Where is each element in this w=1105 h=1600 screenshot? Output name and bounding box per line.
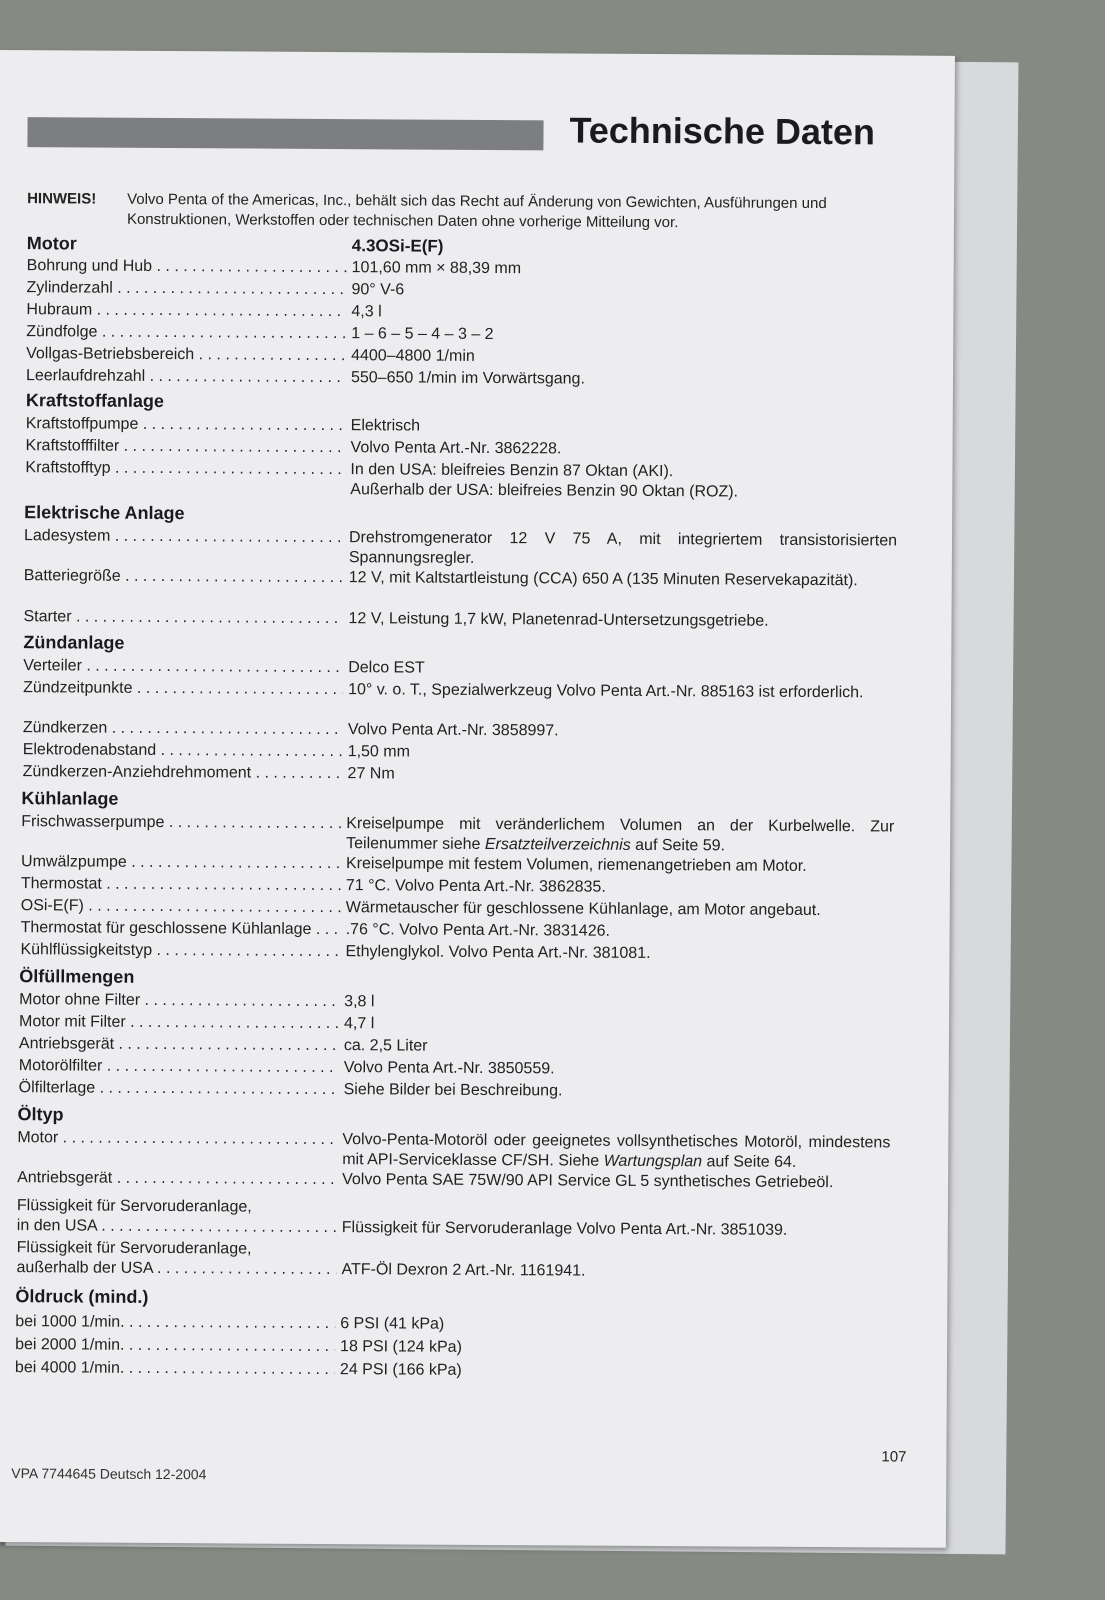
spec-value [344, 1036, 892, 1059]
spec-value-text: 101,60 mm × 88,39 mm [351, 259, 522, 278]
spec-value-tail: auf Seite 64. [706, 1153, 797, 1171]
spec-label: Zündfolge . . . [26, 322, 346, 344]
spec-value-text: 18 PSI (124 kPa) [340, 1338, 462, 1356]
spec-row [26, 256, 907, 278]
spec-value-text: Ethylenglykol. Volvo Penta Art.-Nr. 381081. [345, 943, 651, 962]
spec-value [342, 1218, 890, 1241]
spec-value [346, 898, 894, 921]
spec-label: Kraftstofffilter . . . [26, 436, 346, 458]
spec-value-reference: Ersatzteilverzeichnis [484, 835, 631, 854]
spec-row [23, 656, 903, 677]
spec-label: Kraftstofftyp . . . [25, 458, 345, 480]
section-title: Zündanlage [23, 632, 125, 653]
spec-label: Antriebsgerät . . . [19, 1034, 339, 1056]
spec-value-text: 90° V-6 [351, 281, 405, 299]
spec-value [341, 1260, 889, 1283]
spec-value [340, 1337, 888, 1360]
spec-label: bei 2000 1/min. . . . [15, 1335, 335, 1357]
spec-value [346, 920, 894, 943]
section-heading-motor [27, 233, 77, 254]
spec-row [16, 1196, 897, 1239]
spec-value [340, 1360, 888, 1383]
section-heading-electrical [24, 502, 185, 524]
spec-value [344, 1058, 892, 1081]
spec-label: Zylinderzahl . . . [26, 278, 346, 300]
spec-value [348, 764, 896, 787]
spec-value [350, 460, 898, 503]
spec-value [340, 1314, 888, 1337]
spec-label: Vollgas-Betriebsbereich . . . [26, 344, 346, 366]
spec-row [22, 718, 903, 740]
spec-label: Batteriegröße . . . [24, 566, 344, 588]
spec-value [346, 854, 894, 877]
spec-value-text: Kreiselpumpe mit festem Volumen, riemenangetrieben am Motor. [345, 855, 807, 875]
spec-label: Motorölfilter . . . [19, 1056, 339, 1078]
spec-row [23, 526, 904, 567]
spec-label-line2: außerhalb der USA . . . [16, 1258, 336, 1280]
spec-value-text: Volvo Penta Art.-Nr. 3850559. [343, 1059, 555, 1078]
spec-value [346, 876, 894, 899]
spec-label: Motor . . . [17, 1128, 337, 1150]
spec-value-text: 12 V, Leistung 1,7 kW, Planetenrad-Untersetzungsgetriebe. [348, 610, 769, 630]
spec-label: Ölfilterlage . . . [19, 1078, 339, 1100]
spec-label: Thermostat für geschlossene Kühlanlage . . . [21, 918, 341, 940]
spec-label: Thermostat . . . [21, 874, 341, 896]
spec-value [351, 280, 899, 303]
spec-value-text: 550–650 1/min im Vorwärtsgang. [350, 369, 585, 388]
spec-value [342, 1170, 890, 1193]
spec-value [348, 680, 896, 703]
spec-label [16, 1238, 336, 1280]
spec-label: Frischwasserpumpe . . . [21, 812, 341, 834]
spec-value [351, 438, 899, 461]
spec-label: Starter . . . [23, 607, 343, 629]
section-title: Ölfüllmengen [19, 966, 135, 987]
spec-value [342, 1130, 890, 1173]
spec-row [17, 1128, 897, 1171]
spec-value-text: Volvo Penta SAE 75W/90 API Service GL 5 synthetisches Getriebeöl. [342, 1171, 834, 1192]
spec-label: Motor mit Filter . . . [19, 1012, 339, 1034]
spec-label: Bohrung und Hub . . . [27, 256, 347, 278]
document-page [0, 50, 955, 1548]
spec-value-text: Flüssigkeit für Servoruderanlage Volvo Penta Art.-Nr. 3851039. [341, 1219, 788, 1239]
spec-value-text: ATF-Öl Dexron 2 Art.-Nr. 1161941. [341, 1261, 586, 1280]
engine-model: 4.3OSi-E(F) [351, 236, 444, 256]
spec-value-text: 27 Nm [347, 765, 395, 783]
spec-value-text: 4,3 l [351, 303, 382, 321]
spec-value-text: 6 PSI (41 kPa) [340, 1315, 445, 1333]
spec-value-text: Elektrisch [350, 417, 421, 435]
spec-label: Leerlaufdrehzahl . . . [26, 366, 346, 388]
spec-label: Hubraum . . . [26, 300, 346, 322]
spec-value [351, 302, 899, 325]
spec-value [344, 1080, 892, 1103]
note-label: HINWEIS! [27, 190, 97, 208]
spec-value-reference: Wartungsplan [603, 1152, 703, 1171]
spec-value-text: Volvo-Penta-Motoröl oder geeignetes vollsynthetisches Motoröl, mindestens mit API-Serviceklasse CF/SH. Siehe [342, 1131, 891, 1170]
section-title: Motor [26, 233, 77, 254]
spec-value-text: 4,7 l [344, 1015, 375, 1033]
spec-label: Motor ohne Filter . . . [19, 990, 339, 1012]
spec-value [351, 324, 899, 347]
section-title: Elektrische Anlage [24, 502, 185, 524]
spec-value-text: 1,50 mm [347, 743, 411, 761]
spec-value [344, 992, 892, 1015]
page-number: 107 [881, 1448, 907, 1466]
spec-label-line1: Flüssigkeit für Servoruderanlage, [16, 1197, 252, 1216]
doc-reference: VPA 7744645 Deutsch 12-2004 [11, 1465, 207, 1483]
spec-value-line2: Außerhalb der USA: bleifreies Benzin 90 Oktan (ROZ). [350, 481, 739, 501]
spec-value-text: 71 °C. Volvo Penta Art.-Nr. 3862835. [345, 877, 606, 896]
spec-value-text: 3,8 l [344, 993, 375, 1011]
spec-value-text: 1 – 6 – 5 – 4 – 3 – 2 [351, 325, 494, 344]
spec-value-text: Volvo Penta Art.-Nr. 3862228. [350, 439, 562, 458]
section-title: Kühlanlage [21, 788, 119, 809]
spec-value-text: 4400–4800 1/min [351, 347, 475, 365]
spec-row [23, 607, 904, 630]
spec-value-text: Wärmetauscher für geschlossene Kühlanlage, am Motor angebaut. [345, 899, 821, 920]
section-heading-oiltype [17, 1104, 63, 1125]
spec-label: Umwälzpumpe . . . [21, 852, 341, 874]
section-heading-oilfill [19, 966, 134, 988]
spec-value-text: 12 V, mit Kaltstartleistung (CCA) 650 A (135 Minuten Reservekapazität). [348, 569, 858, 590]
spec-value [351, 416, 899, 439]
spec-value-text: Delco EST [348, 659, 425, 677]
spec-value [351, 368, 899, 391]
spec-value-text: Drehstromgenerator 12 V 75 A, mit integriertem transistorisierten Spannungsregler. [348, 529, 898, 567]
spec-value-text: In den USA: bleifreies Benzin 87 Oktan (AKI). [350, 461, 674, 481]
spec-value-text: Siehe Bilder bei Beschreibung. [343, 1081, 563, 1100]
section-heading-ignition [23, 632, 124, 654]
title-bar-decoration [27, 117, 543, 150]
spec-value-text: Volvo Penta Art.-Nr. 3858997. [347, 721, 559, 740]
spec-value [344, 1014, 892, 1037]
spec-value [349, 528, 897, 571]
spec-value [348, 658, 896, 681]
spec-value-text: ca. 2,5 Liter [343, 1037, 428, 1055]
spec-row [15, 1312, 895, 1333]
spec-row [19, 990, 899, 1011]
spec-row [25, 414, 906, 435]
spec-value [346, 814, 894, 857]
section-heading-cooling [21, 788, 118, 810]
section-heading-oilpressure [15, 1286, 148, 1308]
spec-label: Ladesystem . . . [24, 526, 344, 548]
spec-value-text: .76 °C. Volvo Penta Art.-Nr. 3831426. [345, 921, 611, 940]
spec-label: bei 4000 1/min. . . . [15, 1358, 335, 1380]
spec-value [345, 942, 893, 965]
note-block [27, 189, 907, 232]
spec-label: Verteiler . . . [23, 656, 343, 678]
spec-row [21, 812, 901, 855]
spec-value [349, 568, 897, 591]
section-title: Öldruck (mind.) [15, 1286, 149, 1307]
spec-label [17, 1196, 337, 1238]
spec-value-text: Kreiselpumpe mit veränderlichem Volumen an der Kurbelwelle. Zur Teilenummer siehe [346, 815, 895, 853]
spec-label: Kühlflüssigkeitstyp . . . [20, 940, 340, 962]
spec-label: OSi-E(F) . . . [21, 896, 341, 918]
spec-value-text: 24 PSI (166 kPa) [339, 1361, 462, 1379]
spec-label: Zündzeitpunkte . . . [23, 678, 343, 700]
spec-label: Elektrodenabstand . . . [23, 740, 343, 762]
section-title: Kraftstoffanlage [25, 390, 164, 412]
spec-value [348, 720, 896, 743]
spec-label-line1: Flüssigkeit für Servoruderanlage, [16, 1239, 252, 1258]
spec-label-line2: in den USA . . . [17, 1216, 337, 1238]
section-title: Öltyp [17, 1104, 64, 1125]
spec-value-text: 10° v. o. T., Spezialwerkzeug Volvo Penta Art.-Nr. 885163 ist erforderlich. [348, 681, 864, 702]
spec-label: Zündkerzen . . . [23, 718, 343, 740]
spec-value-tail: auf Seite 59. [635, 836, 726, 855]
spec-label: Antriebsgerät . . . [17, 1168, 337, 1190]
spec-value [351, 346, 899, 369]
spec-value [348, 742, 896, 765]
note-text: Volvo Penta of the Americas, Inc., behält sich das Recht auf Änderung von Gewichten, Ausführungen und Konstruktionen, Werkstoffen oder technischen Daten ohne vorherige Mitteilung vor. [126, 190, 827, 232]
spec-value [352, 258, 900, 281]
spec-label: bei 1000 1/min. . . . [15, 1312, 335, 1334]
spec-label: Zündkerzen-Anziehdrehmoment . . . [23, 762, 343, 784]
spec-label: Kraftstoffpumpe . . . [26, 414, 346, 436]
spec-value [348, 609, 896, 632]
page-title: Technische Daten [569, 109, 876, 153]
section-heading-fuel [26, 390, 164, 412]
